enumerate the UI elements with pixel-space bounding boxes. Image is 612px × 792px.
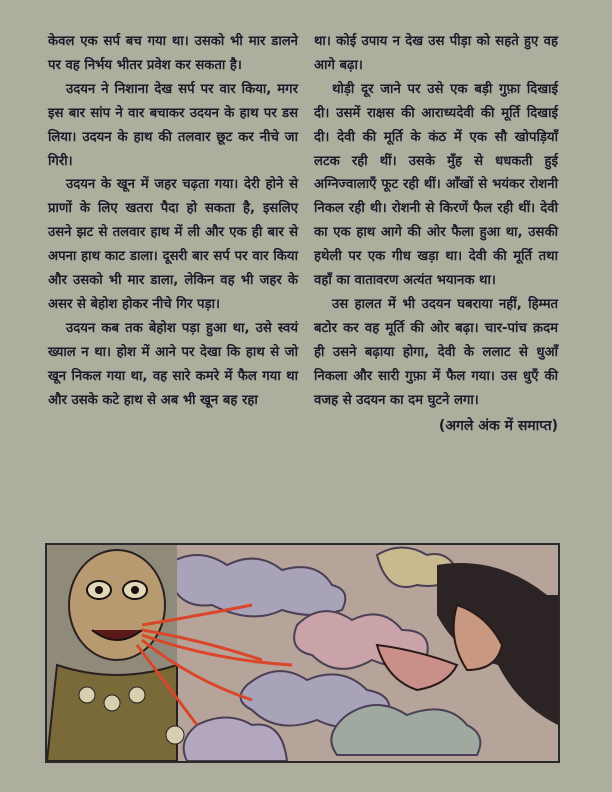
paragraph: उदयन ने निशाना देख सर्प पर वार किया, मगर इस बार सांप ने वार बचाकर उदयन के हाथ पर डस लिया। उदयन के हाथ की तलवार छूट कर नीचे जा गिरी। — [48, 81, 298, 169]
paragraph: था। कोई उपाय न देख उस पीड़ा को सहते हुए वह आगे बढ़ा। — [314, 34, 558, 73]
to-be-concluded-note: (अगले अंक में समाप्त) — [438, 417, 558, 434]
paragraph: केवल एक सर्प बच गया था। उसको भी मार डालने पर वह निर्भय भीतर प्रवेश कर सकता है। — [48, 34, 298, 73]
goddess-figure — [47, 545, 184, 761]
paragraph: उदयन के खून में जहर चढ़ता गया। देरी होने से प्राणों के लिए खतरा पैदा हो सकता है, इसलिए उसने झट से तलवार हाथ में ली और एक ही बार से अपना हाथ काट डाला। दूसरी बार सर्प पर वार किया और उसको भी मार डाला, लेकिन वह भी जहर के असर से बेहोश होकर नीचे गिर पड़ा। — [48, 177, 298, 312]
left-text-column — [48, 30, 298, 413]
story-illustration — [45, 543, 560, 763]
paragraph: उदयन कब तक बेहोश पड़ा हुआ था, उसे स्वयं ख्याल न था। होश में आने पर देखा कि हाथ से जो खून निकल गया था, वह सारे कमरे में फैल गया था और उसके कटे हाथ से अब भी खून बह रहा — [48, 320, 298, 408]
paragraph: उस हालत में भी उदयन घबराया नहीं, हिम्मत बटोर कर वह मूर्ति की ओर बढ़ा। चार-पांच क़दम ही उसने बढ़ाया होगा, देवी के ललाट से धुआँ निकला और सारी गुफ़ा में फैल गया। उस धुएँ की वजह से उदयन का दम घुटने लगा। — [314, 296, 558, 408]
right-text-column — [314, 30, 558, 438]
paragraph: थोड़ी दूर जाने पर उसे एक बड़ी गुफ़ा दिखाई दी। उसमें राक्षस की आराध्यदेवी की मूर्ति दिखाई दी। देवी की मूर्ति के कंठ में एक सौ खोपड़ियाँ लटक रही थीं। उसके मुँह से धधकती हुई अग्निज्वालाएँ फूट रही थीं। आँखों से भयंकर रोशनी निकल रही थी। रोशनी से किरणें फैल रही थीं। देवी का एक हाथ आगे की ओर फैला हुआ था, उसकी हथेली पर एक गीध खड़ा था। देवी की मूर्ति तथा वहाँ का वातावरण अत्यंत भयानक था। — [314, 81, 558, 289]
